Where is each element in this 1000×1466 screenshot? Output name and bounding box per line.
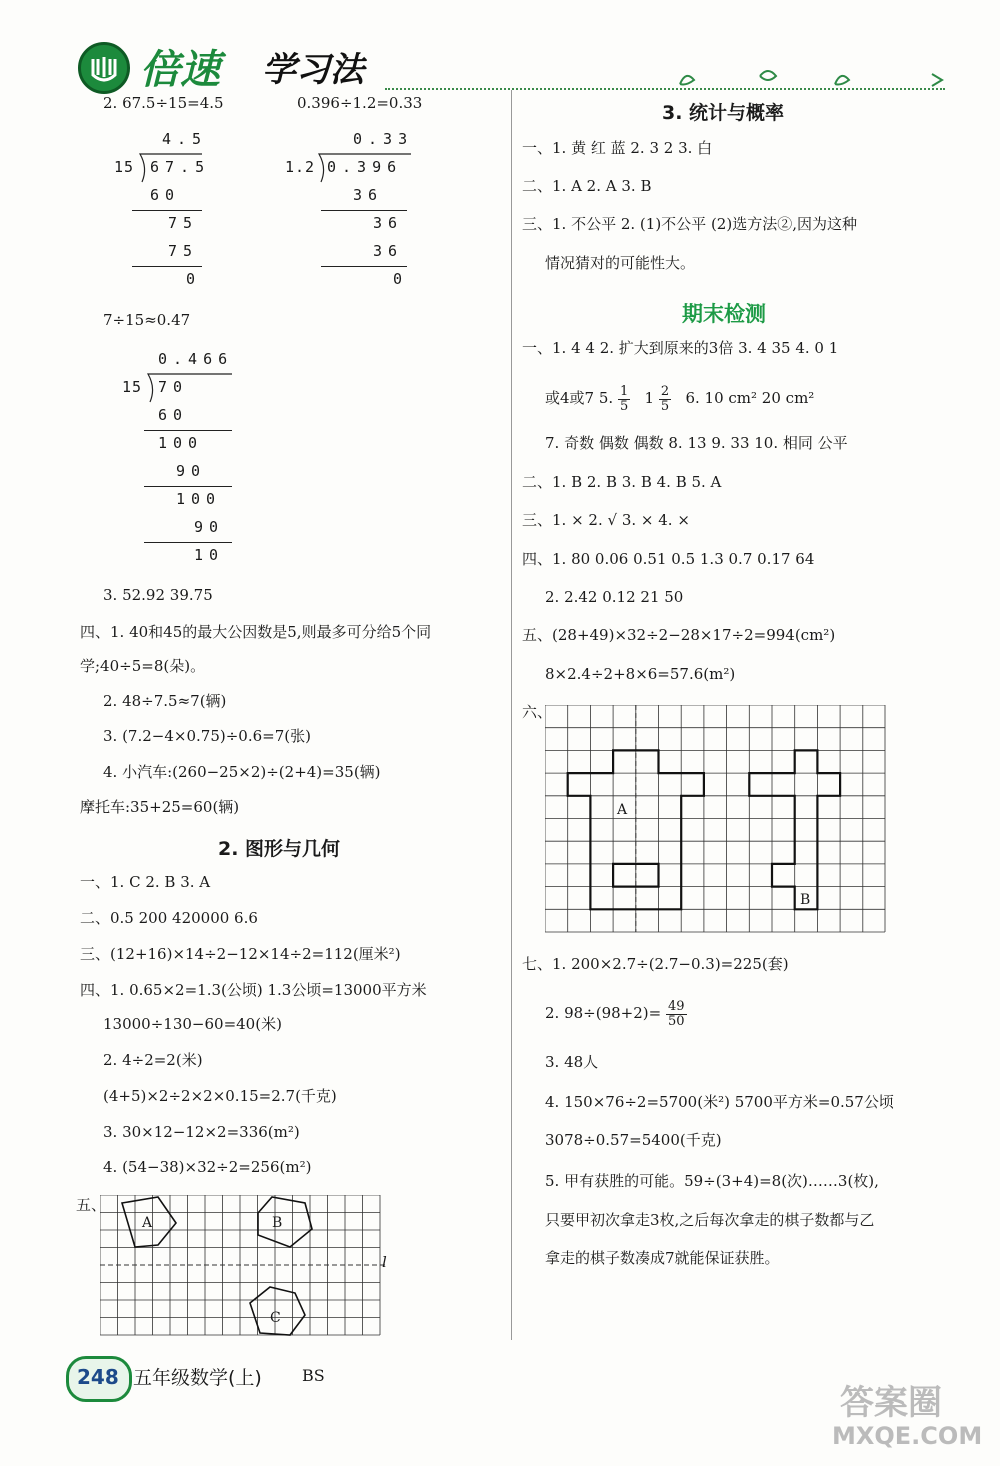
stat-line-4: 情况猜对的可能性大。	[545, 254, 696, 272]
book-edition: BS	[302, 1366, 325, 1385]
page-number-badge	[66, 1356, 132, 1402]
long-division-1	[110, 130, 220, 290]
geo-line-10: 五、	[76, 1196, 107, 1214]
geo-line-1: 一、1. C 2. B 3. A	[80, 873, 211, 891]
step: 75	[168, 242, 199, 260]
exam-line-4: 二、1. B 2. B 3. B 4. B 5. A	[522, 473, 722, 491]
geo-line-9: 4. (54−38)×32÷2=256(m²)	[103, 1158, 312, 1176]
exam-line-16: 5. 甲有获胜的可能。59÷(3+4)=8(次)……3(枚),	[545, 1172, 879, 1190]
geo-line-4: 四、1. 0.65×2=1.3(公顷) 1.3公顷=13000平方米	[80, 981, 427, 999]
stat-line-3: 三、1. 不公平 2. (1)不公平 (2)选方法②,因为这种	[522, 215, 857, 233]
grid-label-C: C	[270, 1310, 281, 1326]
exam-line-1: 一、1. 4 4 2. 扩大到原来的3倍 3. 4 35 4. 0 1	[522, 339, 839, 357]
quotient: 0.466	[158, 350, 234, 368]
geo-line-6: 2. 4÷2=2(米)	[103, 1051, 203, 1069]
fraction-2: $\frac{2}{5}$	[660, 383, 670, 414]
exam-line-2a: 或4或7 5.	[545, 389, 614, 407]
exam-line-17: 只要甲初次拿走3枚,之后每次拿走的棋子数都与乙	[545, 1211, 875, 1229]
step: 60	[158, 406, 189, 424]
stat-line-1: 一、1. 黄 红 蓝 2. 3 2 3. 白	[522, 139, 713, 157]
exam-line-2b: 1	[644, 389, 655, 407]
left-line-3: 3. 52.92 39.75	[103, 586, 213, 604]
divisor: 15	[114, 158, 135, 176]
step: 90	[194, 518, 225, 536]
exam-line-10: 六、	[522, 703, 553, 721]
exam-line-3: 7. 奇数 偶数 偶数 8. 13 9. 33 10. 相同 公平	[545, 434, 848, 452]
step: 100	[158, 434, 204, 452]
exam-line-9: 8×2.4÷2+8×6=57.6(m²)	[545, 665, 736, 683]
left-line-8: 4. 小汽车:(260−25×2)÷(2+4)=35(辆)	[103, 763, 381, 781]
fraction-1: $\frac{1}{5}$	[619, 383, 629, 414]
left-line-7: 3. (7.2−4×0.75)÷0.6=7(张)	[103, 727, 311, 745]
quotient: 0.33	[353, 130, 414, 148]
left-line-4: 四、1. 40和45的最大公因数是5,则最多可分给5个同	[80, 623, 432, 641]
exam-line-7: 2. 2.42 0.12 21 50	[545, 588, 684, 606]
step: 90	[176, 462, 207, 480]
exam-line-12	[545, 993, 687, 1033]
exam-line-5: 三、1. × 2. √ 3. × 4. ×	[522, 511, 690, 529]
grid-label-A: A	[142, 1215, 153, 1231]
long-division-2	[285, 130, 415, 290]
step: 36	[373, 242, 404, 260]
symmetry-grid	[545, 705, 890, 935]
divisor: 15	[122, 378, 143, 396]
book-title: 五年级数学(上)	[133, 1367, 262, 1389]
stat-line-2: 二、1. A 2. A 3. B	[522, 177, 652, 195]
step: 36	[373, 214, 404, 232]
step: 36	[353, 186, 384, 204]
exam-line-8: 五、(28+49)×32÷2−28×17÷2=994(cm²)	[522, 626, 836, 644]
page-number: 248	[77, 1365, 119, 1389]
logo-icon	[78, 42, 130, 94]
section-title-final-exam: 期末检测	[682, 302, 766, 326]
header-swirl-decoration	[670, 62, 950, 92]
step: 60	[150, 186, 181, 204]
watermark-logo: 答案圈	[840, 1383, 942, 1423]
section-title-statistics: 3. 统计与概率	[662, 102, 785, 124]
long-division-3	[118, 350, 248, 570]
exam-line-18: 拿走的棋子数凑成7就能保证获胜。	[545, 1249, 780, 1267]
left-line-2: 7÷15≈0.47	[103, 311, 191, 329]
exam-line-2c: 6. 10 cm² 20 cm²	[685, 389, 815, 407]
brand-subtitle: 学习法	[262, 50, 364, 90]
geo-line-5: 13000÷130−60=40(米)	[103, 1015, 282, 1033]
exam-line-14: 4. 150×76÷2=5700(米²) 5700平方米=0.57公顷	[545, 1093, 894, 1111]
fraction-3: $\frac{49}{50}$	[668, 998, 685, 1029]
grid-label-B: B	[272, 1215, 283, 1231]
left-line-1b: 0.396÷1.2=0.33	[297, 94, 423, 112]
exam-line-13: 3. 48人	[545, 1053, 599, 1071]
exam-line-2	[545, 378, 814, 418]
step: 75	[168, 214, 199, 232]
left-line-9: 摩托车:35+25=60(辆)	[80, 798, 240, 816]
geo-line-7: (4+5)×2÷2×2×0.15=2.7(千克)	[103, 1087, 337, 1105]
left-line-6: 2. 48÷7.5≈7(辆)	[103, 692, 227, 710]
divisor: 1.2	[285, 158, 316, 176]
section-title-geometry: 2. 图形与几何	[218, 838, 341, 860]
step: 100	[176, 490, 222, 508]
geo-line-8: 3. 30×12−12×2=336(m²)	[103, 1123, 300, 1141]
left-line-5: 学;40÷5=8(朵)。	[80, 657, 206, 675]
brand-title: 倍速	[140, 47, 220, 93]
geo-line-3: 三、(12+16)×14÷2−12×14÷2=112(厘米²)	[80, 945, 401, 963]
column-divider	[511, 90, 512, 1340]
grid2-label-B: B	[800, 892, 811, 908]
step: 0	[186, 270, 202, 288]
left-line-1a: 2. 67.5÷15=4.5	[103, 94, 224, 112]
dividend: 67.5	[150, 158, 211, 176]
grid-label-l: l	[382, 1253, 387, 1271]
step: 0	[393, 270, 409, 288]
quotient: 4.5	[162, 130, 208, 148]
exam-line-12a: 2. 98÷(98+2)=	[545, 1004, 662, 1022]
watermark-url: MXQE.COM	[832, 1422, 983, 1450]
exam-line-6: 四、1. 80 0.06 0.51 0.5 1.3 0.7 0.17 64	[522, 550, 815, 568]
grid2-label-A: A	[617, 802, 628, 818]
geo-line-2: 二、0.5 200 420000 6.6	[80, 909, 258, 927]
dividend: 0.396	[327, 158, 403, 176]
dividend: 70	[158, 378, 189, 396]
header	[0, 0, 1000, 95]
exam-line-15: 3078÷0.57=5400(千克)	[545, 1131, 722, 1149]
step: 10	[194, 546, 225, 564]
exam-line-11: 七、1. 200×2.7÷(2.7−0.3)=225(套)	[522, 955, 789, 973]
